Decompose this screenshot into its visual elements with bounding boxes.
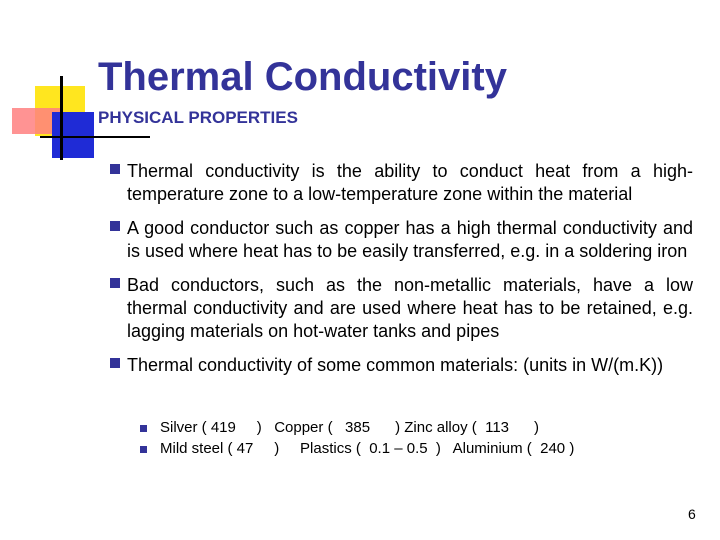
sub-bullet-text: Silver ( 419 ) Copper ( 385 ) Zinc alloy ( 113 ) — [160, 419, 540, 436]
small-square-bullet-icon — [140, 425, 147, 432]
page-number: 6 — [688, 506, 696, 522]
bullet-item — [110, 160, 700, 206]
small-square-bullet-icon — [140, 446, 147, 453]
slide-title: Thermal Conductivity — [98, 55, 507, 99]
square-bullet-icon — [110, 164, 120, 174]
decorative-vertical-line — [60, 76, 63, 160]
square-bullet-icon — [110, 278, 120, 288]
bullet-text: Thermal conductivity is the ability to conduct heat from a high-temperature zone to a low-temperature zone within the material — [127, 161, 693, 204]
square-bullet-icon — [110, 221, 120, 231]
decorative-blue-square — [52, 112, 94, 158]
sub-bullet-item — [140, 418, 700, 438]
bullet-list — [110, 160, 700, 388]
decorative-horizontal-line — [40, 136, 150, 138]
slide-subtitle: PHYSICAL PROPERTIES — [98, 108, 298, 127]
square-bullet-icon — [110, 358, 120, 368]
bullet-item — [110, 217, 700, 263]
bullet-text: A good conductor such as copper has a high thermal conductivity and is used where heat has to be easily transferred, e.g. in a soldering iron — [127, 218, 693, 261]
bullet-text: Bad conductors, such as the non-metallic materials, have a low thermal conductivity and are used where heat has to be retained, e.g. lagging materials on hot-water tanks and pipes — [127, 275, 693, 341]
bullet-item — [110, 274, 700, 343]
bullet-text: Thermal conductivity of some common materials: (units in W/(m.K)) — [127, 355, 664, 375]
bullet-item — [110, 354, 700, 377]
sub-bullet-item — [140, 439, 700, 459]
sub-bullet-text: Mild steel ( 47 ) Plastics ( 0.1 – 0.5 ) Aluminium ( 240 ) — [160, 440, 575, 457]
